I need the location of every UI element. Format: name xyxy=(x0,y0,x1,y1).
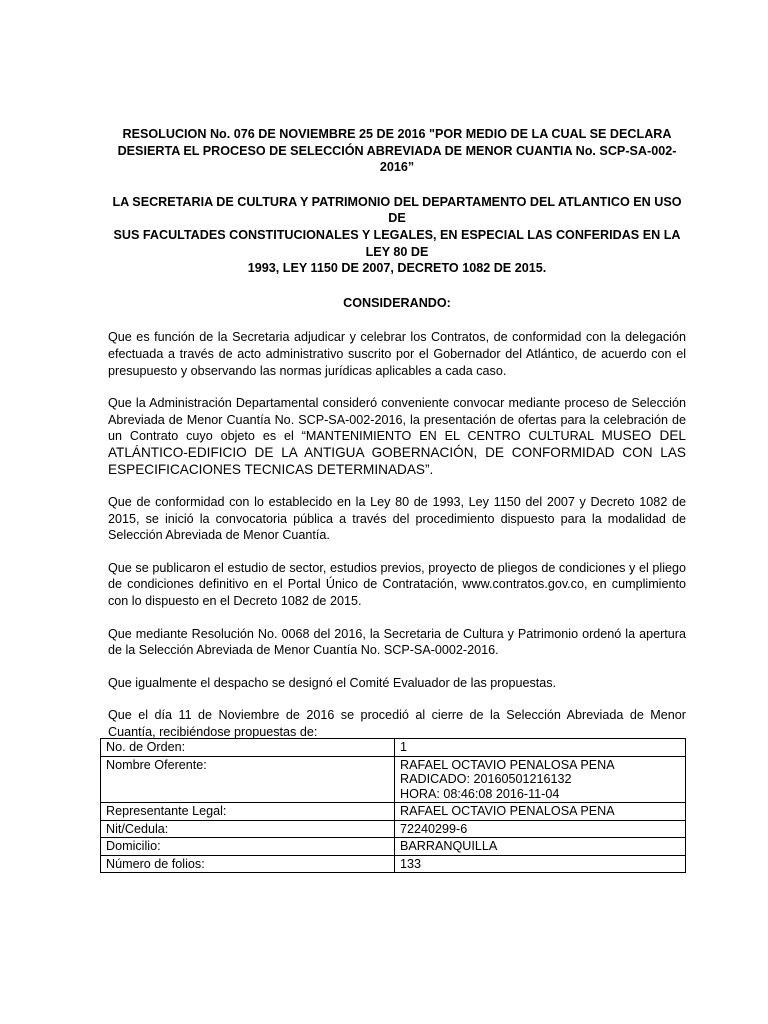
paragraph: Que igualmente el despacho se designó el Comité Evaluador de las propuestas. xyxy=(108,675,557,690)
authority-line: SUS FACULTADES CONSTITUCIONALES Y LEGALES, EN ESPECIAL LAS CONFERIDAS EN LA LEY 80 DE xyxy=(113,227,681,259)
table-label: Domicilio: xyxy=(101,838,395,856)
table-value: 1 xyxy=(395,739,686,757)
table-value: BARRANQUILLA xyxy=(395,838,686,856)
radicado: RADICADO: 20160501216132 xyxy=(400,772,572,786)
paragraph: Que mediante Resolución No. 0068 del 2016, la Secretaria de Cultura y Patrimonio ordenó la apertura de la Selección Abreviada de Menor Cuantía No. SCP-SA-0002-2016. xyxy=(108,626,686,658)
table-row xyxy=(101,739,686,757)
table-label: Nit/Cedula: xyxy=(101,820,395,838)
table-row xyxy=(101,803,686,821)
authority-line: LA SECRETARIA DE CULTURA Y PATRIMONIO DEL DEPARTAMENTO DEL ATLANTICO EN USO DE xyxy=(112,194,682,226)
bidders-table xyxy=(100,738,686,873)
table-row xyxy=(101,838,686,856)
contract-object-text: MUSEO DEL ATLÁNTICO-EDIFICIO DE LA ANTIGUA GOBERNACIÓN, DE CONFORMIDAD CON LAS ESPECIFICACIONES TECNICAS DETERMINADAS”. xyxy=(108,428,686,477)
authority-line: 1993, LEY 1150 DE 2007, DECRETO 1082 DE 2015. xyxy=(247,261,547,276)
table-value: RAFAEL OCTAVIO PENALOSA PENA xyxy=(395,803,686,821)
paragraph-text: Que la Administración Departamental consideró conveniente convocar mediante proceso de Selección Abreviada de Menor Cuantía No. SCP-SA-002-2016, la presentación de ofertas para la celebración de un Contrato cuyo objeto es el “MANTENIMIENTO EN EL CENTRO CULTURAL xyxy=(108,396,686,444)
hora: HORA: 08:46:08 2016-11-04 xyxy=(400,786,560,801)
considerando-heading: CONSIDERANDO: xyxy=(343,295,451,310)
table-row xyxy=(101,855,686,873)
paragraph: Que de conformidad con lo establecido en la Ley 80 de 1993, Ley 1150 del 2007 y Decreto 1082 de 2015, se inició la convocatoria pública a través del procedimiento dispuesto para la modalidad de Selección Abreviada de Menor Cuantía. xyxy=(108,495,686,543)
table-label: Representante Legal: xyxy=(101,803,395,821)
table-value: 72240299-6 xyxy=(395,820,686,838)
table-value xyxy=(395,756,686,803)
table-label: No. de Orden: xyxy=(101,739,395,757)
table-row xyxy=(101,820,686,838)
paragraph xyxy=(108,395,686,478)
resolution-title xyxy=(108,126,686,176)
document-body xyxy=(108,126,686,757)
bidder-name: RAFAEL OCTAVIO PENALOSA PENA xyxy=(400,757,615,772)
table-value: 133 xyxy=(395,855,686,873)
title-line: DESIERTA EL PROCESO DE SELECCIÓN ABREVIADA DE MENOR CUANTIA No. SCP-SA-002-2016” xyxy=(117,143,677,175)
table-label: Nombre Oferente: xyxy=(101,756,395,803)
title-line: RESOLUCION No. 076 DE NOVIEMBRE 25 DE 2016 "POR MEDIO DE LA CUAL SE DECLARA xyxy=(122,127,672,141)
paragraph: Que es función de la Secretaria adjudicar y celebrar los Contratos, de conformidad con la delegación efectuada a través de acto administrativo suscrito por el Gobernador del Atlántico, de acuerdo con el presupuesto y observando las normas jurídicas aplicables a cada caso. xyxy=(108,330,686,378)
paragraph: Que se publicaron el estudio de sector, estudios previos, proyecto de pliegos de condiciones y el pliego de condiciones definitivo en el Portal Único de Contratación, www.contratos.gov.co, en cumplimiento con lo dispuesto en el Decreto 1082 de 2015. xyxy=(108,560,686,609)
authority-statement xyxy=(108,194,686,277)
table-label: Número de folios: xyxy=(101,855,395,873)
paragraph: Que el día 11 de Noviembre de 2016 se procedió al cierre de la Selección Abreviada de Menor Cuantía, recibiéndose propuestas de: xyxy=(108,708,686,740)
table-row xyxy=(101,756,686,803)
